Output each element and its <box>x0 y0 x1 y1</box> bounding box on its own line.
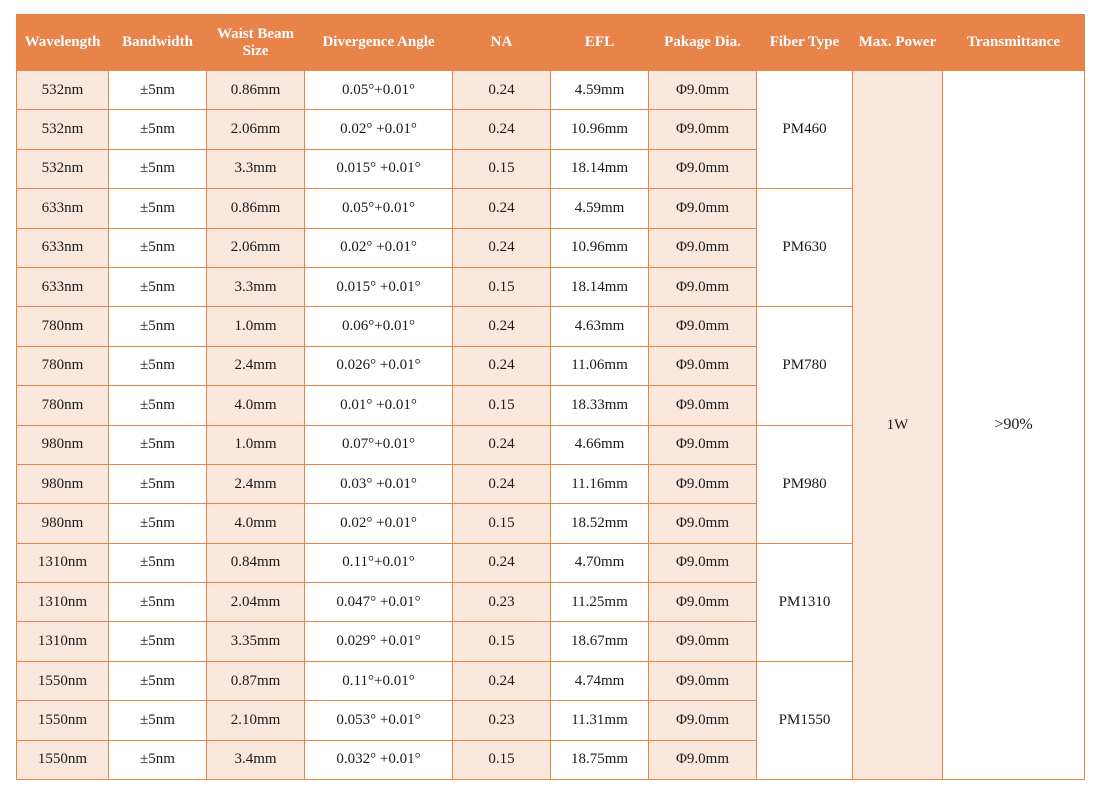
cell-bandwidth: ±5nm <box>109 149 207 188</box>
cell-efl: 11.31mm <box>551 701 649 740</box>
cell-na: 0.24 <box>453 346 551 385</box>
cell-transmittance: >90% <box>943 71 1085 780</box>
cell-divergence-angle: 0.053° +0.01° <box>305 701 453 740</box>
cell-efl: 4.63mm <box>551 307 649 346</box>
cell-divergence-angle: 0.11°+0.01° <box>305 661 453 700</box>
cell-fiber-type: PM1550 <box>757 661 853 779</box>
cell-waist-beam-size: 1.0mm <box>207 425 305 464</box>
cell-divergence-angle: 0.01° +0.01° <box>305 386 453 425</box>
cell-wavelength: 532nm <box>17 110 109 149</box>
cell-bandwidth: ±5nm <box>109 189 207 228</box>
cell-na: 0.24 <box>453 307 551 346</box>
cell-package-dia: Φ9.0mm <box>649 228 757 267</box>
cell-bandwidth: ±5nm <box>109 543 207 582</box>
cell-divergence-angle: 0.047° +0.01° <box>305 583 453 622</box>
cell-na: 0.24 <box>453 228 551 267</box>
cell-efl: 11.06mm <box>551 346 649 385</box>
cell-waist-beam-size: 0.86mm <box>207 189 305 228</box>
cell-efl: 18.67mm <box>551 622 649 661</box>
cell-package-dia: Φ9.0mm <box>649 267 757 306</box>
cell-waist-beam-size: 2.06mm <box>207 228 305 267</box>
header-na: NA <box>453 15 551 71</box>
cell-package-dia: Φ9.0mm <box>649 701 757 740</box>
cell-package-dia: Φ9.0mm <box>649 149 757 188</box>
cell-max-power: 1W <box>853 71 943 780</box>
cell-na: 0.24 <box>453 543 551 582</box>
cell-divergence-angle: 0.02° +0.01° <box>305 228 453 267</box>
cell-divergence-angle: 0.11°+0.01° <box>305 543 453 582</box>
cell-wavelength: 1310nm <box>17 622 109 661</box>
cell-bandwidth: ±5nm <box>109 307 207 346</box>
cell-package-dia: Φ9.0mm <box>649 740 757 779</box>
cell-bandwidth: ±5nm <box>109 267 207 306</box>
cell-package-dia: Φ9.0mm <box>649 307 757 346</box>
header-row <box>17 15 1085 71</box>
header-wavelength: Wavelength <box>17 15 109 71</box>
cell-waist-beam-size: 2.4mm <box>207 464 305 503</box>
cell-na: 0.15 <box>453 149 551 188</box>
cell-divergence-angle: 0.07°+0.01° <box>305 425 453 464</box>
header-divergence-angle: Divergence Angle <box>305 15 453 71</box>
cell-bandwidth: ±5nm <box>109 110 207 149</box>
cell-na: 0.23 <box>453 583 551 622</box>
cell-bandwidth: ±5nm <box>109 701 207 740</box>
cell-bandwidth: ±5nm <box>109 346 207 385</box>
cell-waist-beam-size: 0.84mm <box>207 543 305 582</box>
cell-waist-beam-size: 1.0mm <box>207 307 305 346</box>
cell-na: 0.15 <box>453 740 551 779</box>
cell-bandwidth: ±5nm <box>109 71 207 110</box>
cell-na: 0.24 <box>453 110 551 149</box>
cell-na: 0.23 <box>453 701 551 740</box>
cell-waist-beam-size: 2.4mm <box>207 346 305 385</box>
header-transmittance: Transmittance <box>943 15 1085 71</box>
cell-wavelength: 1310nm <box>17 583 109 622</box>
cell-efl: 10.96mm <box>551 110 649 149</box>
cell-divergence-angle: 0.03° +0.01° <box>305 464 453 503</box>
cell-wavelength: 780nm <box>17 346 109 385</box>
cell-na: 0.24 <box>453 661 551 700</box>
cell-bandwidth: ±5nm <box>109 583 207 622</box>
cell-divergence-angle: 0.032° +0.01° <box>305 740 453 779</box>
cell-waist-beam-size: 0.87mm <box>207 661 305 700</box>
cell-efl: 4.66mm <box>551 425 649 464</box>
cell-wavelength: 1550nm <box>17 661 109 700</box>
cell-divergence-angle: 0.02° +0.01° <box>305 504 453 543</box>
cell-na: 0.24 <box>453 425 551 464</box>
cell-efl: 4.59mm <box>551 189 649 228</box>
table-row <box>17 71 1085 110</box>
cell-divergence-angle: 0.06°+0.01° <box>305 307 453 346</box>
cell-efl: 18.33mm <box>551 386 649 425</box>
cell-na: 0.24 <box>453 71 551 110</box>
spec-table-container <box>16 14 1084 780</box>
cell-bandwidth: ±5nm <box>109 425 207 464</box>
cell-waist-beam-size: 4.0mm <box>207 386 305 425</box>
cell-waist-beam-size: 3.35mm <box>207 622 305 661</box>
header-bandwidth: Bandwidth <box>109 15 207 71</box>
cell-wavelength: 532nm <box>17 149 109 188</box>
cell-fiber-type: PM980 <box>757 425 853 543</box>
cell-na: 0.15 <box>453 622 551 661</box>
cell-efl: 11.25mm <box>551 583 649 622</box>
cell-wavelength: 1550nm <box>17 701 109 740</box>
cell-na: 0.15 <box>453 386 551 425</box>
cell-package-dia: Φ9.0mm <box>649 110 757 149</box>
cell-efl: 18.14mm <box>551 267 649 306</box>
cell-bandwidth: ±5nm <box>109 228 207 267</box>
cell-divergence-angle: 0.015° +0.01° <box>305 267 453 306</box>
cell-fiber-type: PM630 <box>757 189 853 307</box>
cell-waist-beam-size: 4.0mm <box>207 504 305 543</box>
cell-efl: 4.74mm <box>551 661 649 700</box>
cell-fiber-type: PM780 <box>757 307 853 425</box>
cell-divergence-angle: 0.05°+0.01° <box>305 71 453 110</box>
cell-efl: 18.52mm <box>551 504 649 543</box>
cell-divergence-angle: 0.026° +0.01° <box>305 346 453 385</box>
cell-package-dia: Φ9.0mm <box>649 386 757 425</box>
cell-package-dia: Φ9.0mm <box>649 189 757 228</box>
header-fiber-type: Fiber Type <box>757 15 853 71</box>
cell-wavelength: 980nm <box>17 504 109 543</box>
cell-wavelength: 633nm <box>17 189 109 228</box>
cell-efl: 11.16mm <box>551 464 649 503</box>
cell-waist-beam-size: 2.04mm <box>207 583 305 622</box>
cell-efl: 18.14mm <box>551 149 649 188</box>
cell-waist-beam-size: 2.10mm <box>207 701 305 740</box>
cell-wavelength: 1310nm <box>17 543 109 582</box>
header-max-power: Max. Power <box>853 15 943 71</box>
cell-waist-beam-size: 3.3mm <box>207 267 305 306</box>
cell-package-dia: Φ9.0mm <box>649 425 757 464</box>
cell-divergence-angle: 0.029° +0.01° <box>305 622 453 661</box>
cell-package-dia: Φ9.0mm <box>649 504 757 543</box>
cell-bandwidth: ±5nm <box>109 622 207 661</box>
cell-wavelength: 780nm <box>17 386 109 425</box>
cell-divergence-angle: 0.05°+0.01° <box>305 189 453 228</box>
cell-bandwidth: ±5nm <box>109 386 207 425</box>
cell-wavelength: 633nm <box>17 228 109 267</box>
cell-efl: 4.70mm <box>551 543 649 582</box>
cell-na: 0.24 <box>453 464 551 503</box>
cell-fiber-type: PM460 <box>757 71 853 189</box>
cell-na: 0.15 <box>453 267 551 306</box>
cell-efl: 4.59mm <box>551 71 649 110</box>
cell-waist-beam-size: 3.3mm <box>207 149 305 188</box>
cell-package-dia: Φ9.0mm <box>649 71 757 110</box>
cell-package-dia: Φ9.0mm <box>649 661 757 700</box>
cell-fiber-type: PM1310 <box>757 543 853 661</box>
cell-wavelength: 780nm <box>17 307 109 346</box>
spec-table <box>16 14 1085 780</box>
header-waist-beam-size: Waist Beam Size <box>207 15 305 71</box>
cell-bandwidth: ±5nm <box>109 740 207 779</box>
cell-wavelength: 980nm <box>17 464 109 503</box>
cell-wavelength: 1550nm <box>17 740 109 779</box>
cell-na: 0.15 <box>453 504 551 543</box>
cell-package-dia: Φ9.0mm <box>649 583 757 622</box>
cell-package-dia: Φ9.0mm <box>649 464 757 503</box>
cell-wavelength: 532nm <box>17 71 109 110</box>
cell-waist-beam-size: 0.86mm <box>207 71 305 110</box>
cell-divergence-angle: 0.02° +0.01° <box>305 110 453 149</box>
cell-waist-beam-size: 3.4mm <box>207 740 305 779</box>
header-package-dia: Pakage Dia. <box>649 15 757 71</box>
cell-efl: 10.96mm <box>551 228 649 267</box>
cell-efl: 18.75mm <box>551 740 649 779</box>
cell-na: 0.24 <box>453 189 551 228</box>
table-body <box>17 71 1085 780</box>
cell-wavelength: 633nm <box>17 267 109 306</box>
cell-wavelength: 980nm <box>17 425 109 464</box>
cell-bandwidth: ±5nm <box>109 661 207 700</box>
header-efl: EFL <box>551 15 649 71</box>
cell-package-dia: Φ9.0mm <box>649 346 757 385</box>
cell-package-dia: Φ9.0mm <box>649 543 757 582</box>
cell-bandwidth: ±5nm <box>109 504 207 543</box>
cell-package-dia: Φ9.0mm <box>649 622 757 661</box>
cell-waist-beam-size: 2.06mm <box>207 110 305 149</box>
cell-divergence-angle: 0.015° +0.01° <box>305 149 453 188</box>
cell-bandwidth: ±5nm <box>109 464 207 503</box>
